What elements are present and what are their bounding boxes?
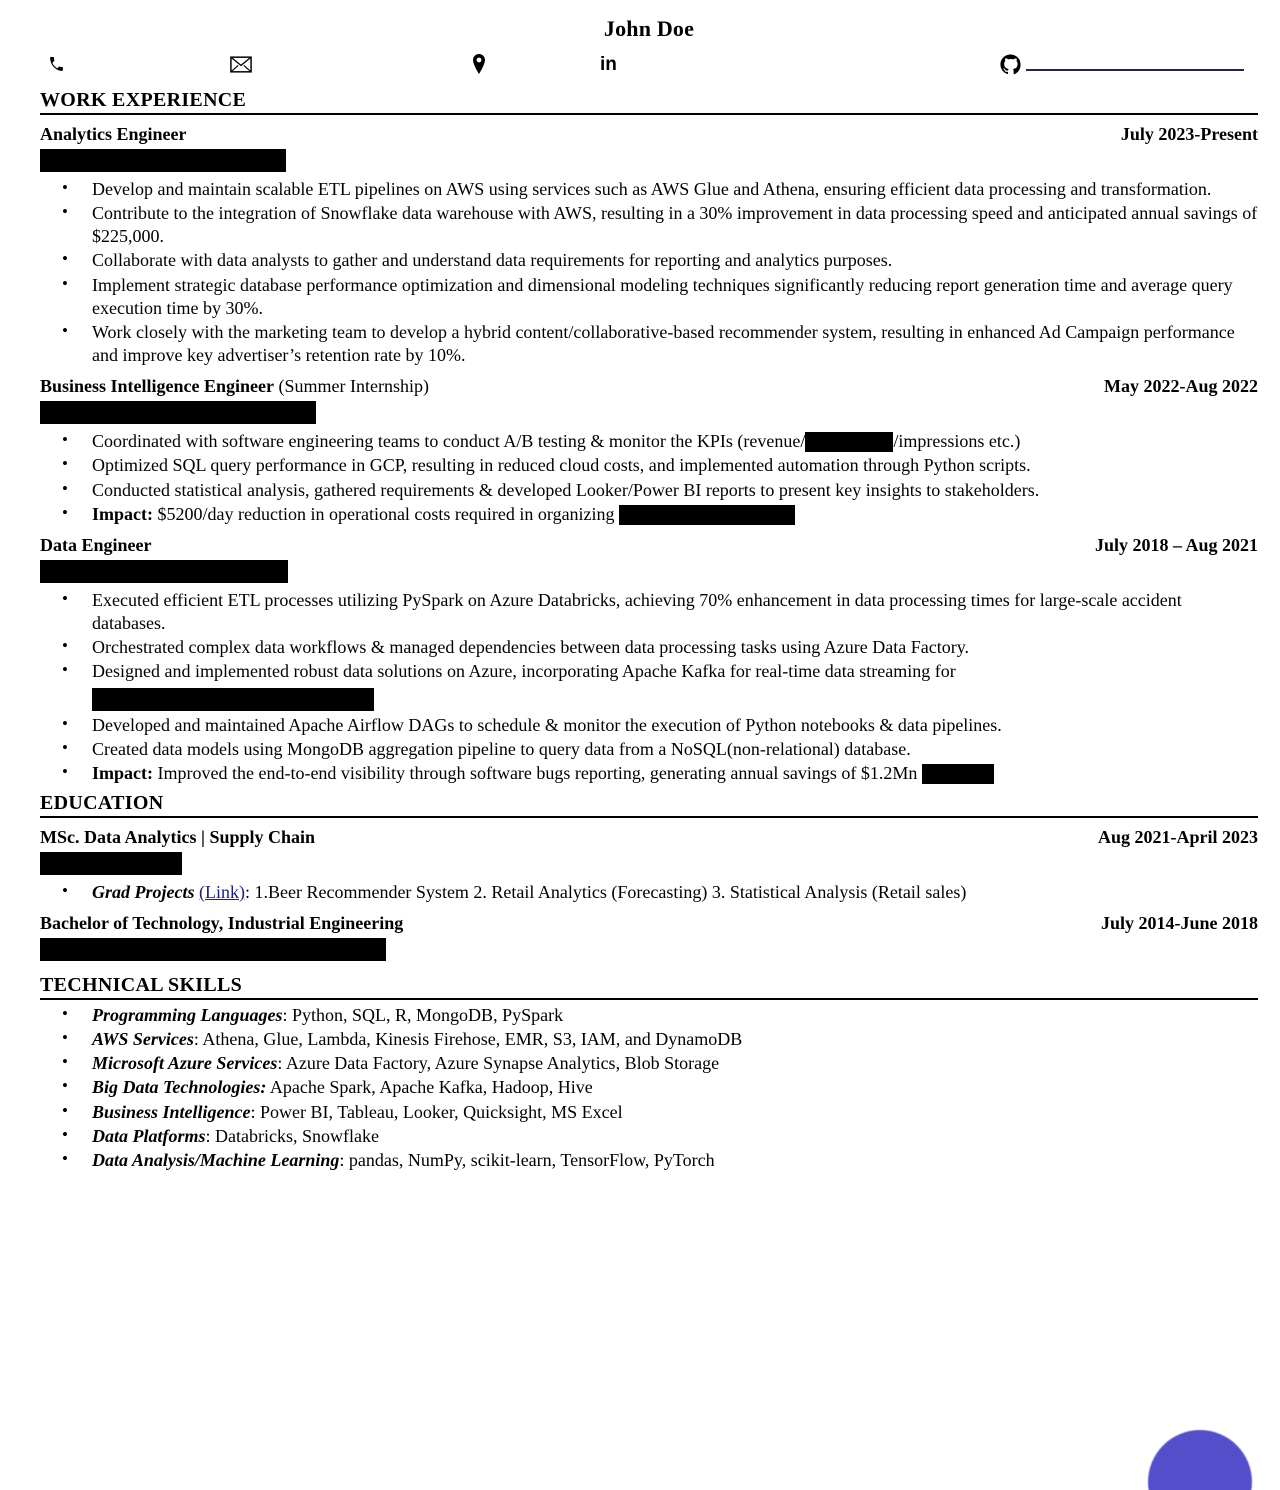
bullet-item: • Impact: $5200/day reduction in operational costs required in organizing: [40, 503, 1258, 526]
skill-item: • AWS Services: Athena, Glue, Lambda, Kinesis Firehose, EMR, S3, IAM, and DynamoDB: [40, 1028, 1258, 1051]
entry-dates: Aug 2021-April 2023: [1097, 827, 1258, 848]
entry-title: Data Engineer: [40, 535, 152, 555]
section-heading-work: WORK EXPERIENCE: [40, 89, 247, 111]
bullet-label: Impact:: [92, 503, 153, 524]
entry-title-suffix: (Summer Internship): [274, 376, 429, 397]
contact-location[interactable]: [472, 50, 490, 78]
redaction-bar: [40, 852, 182, 875]
section-rule-work: [40, 113, 1258, 115]
section-heading-skills: TECHNICAL SKILLS: [40, 973, 243, 996]
entry-header: [40, 376, 1258, 397]
redaction-bar: [40, 149, 286, 172]
skills-list: [40, 1004, 1258, 1173]
email-icon: [230, 56, 252, 73]
contact-row: [40, 50, 1258, 90]
skill-item: • Big Data Technologies: Apache Spark, Apache Kafka, Hadoop, Hive: [40, 1076, 1258, 1099]
entry-dates: July 2018 – Aug 2021: [1094, 535, 1258, 555]
skill-category: Data Platforms: [92, 1125, 206, 1146]
phone-icon: [48, 56, 65, 73]
skill-category: Microsoft Azure Services: [92, 1053, 278, 1074]
bullet-label: Grad Projects: [92, 881, 199, 902]
organization-redacted: [40, 397, 1258, 426]
skill-item: • Programming Languages: Python, SQL, R, MongoDB, PySpark: [40, 1004, 1258, 1027]
organization-redacted: [40, 934, 1258, 963]
bullet-item: • Created data models using MongoDB aggregation pipeline to query data from a NoSQL(non-relational) database.: [40, 738, 1258, 761]
bullet-label: Impact:: [92, 763, 153, 783]
section-heading-education: EDUCATION: [40, 792, 164, 815]
skill-category: Business Intelligence: [92, 1101, 251, 1122]
entry-title: Bachelor of Technology, Industrial Engineering: [40, 913, 404, 934]
entry-dates: July 2023-Present: [1120, 124, 1258, 144]
entry-bullets: [40, 430, 1258, 526]
linkedin-icon: in: [600, 53, 617, 75]
entry-title: MSc. Data Analytics | Supply Chain: [40, 827, 316, 848]
entry-header: [40, 124, 1258, 145]
section-rule-education: [40, 816, 1258, 818]
bullet-item: • Executed efficient ETL processes utilizing PySpark on Azure Databricks, achieving 70% enhancement in data processing times for large-scale accident databases.: [40, 589, 1258, 635]
entry-title: Analytics Engineer: [40, 124, 187, 144]
bullet-item: • Impact: Improved the end-to-end visibility through software bugs reporting, generating annual savings of $1.2Mn: [40, 762, 1258, 785]
project-link[interactable]: (Link): [199, 881, 245, 902]
organization-redacted: [40, 145, 1258, 174]
skill-category: Data Analysis/Machine Learning: [92, 1150, 340, 1171]
skill-category: Big Data Technologies:: [92, 1077, 267, 1098]
bullet-item: • Developed and maintained Apache Airflow DAGs to schedule & monitor the execution of Python notebooks & data pipelines.: [40, 714, 1258, 737]
bullet-item: • Grad Projects (Link): 1.Beer Recommender System 2. Retail Analytics (Forecasting) 3. Statistical Analysis (Retail sales): [40, 881, 1258, 904]
github-icon: [1000, 54, 1021, 75]
bullet-item: • Designed and implemented robust data solutions on Azure, incorporating Apache Kafka for real-time data streaming for: [40, 660, 1258, 712]
experience-entry: [40, 535, 1258, 785]
entry-dates: May 2022-Aug 2022: [1104, 376, 1258, 397]
bullet-item: • Contribute to the integration of Snowflake data warehouse with AWS, resulting in a 30% improvement in data processing speed and anticipated annual savings of $225,000.: [40, 202, 1258, 248]
entry-title: Business Intelligence Engineer (Summer Internship): [40, 376, 429, 397]
entry-bullets: [40, 881, 1258, 904]
redaction-bar: [40, 560, 288, 583]
contact-email[interactable]: [230, 50, 256, 78]
github-link[interactable]: [1026, 54, 1244, 71]
organization-redacted: [40, 556, 1258, 585]
experience-entry: [40, 376, 1258, 526]
bullet-item: • Implement strategic database performance optimization and dimensional modeling techniques significantly reducing report generation time and average query execution time by 30%.: [40, 274, 1258, 320]
skill-item: • Data Platforms: Databricks, Snowflake: [40, 1125, 1258, 1148]
skill-item: • Microsoft Azure Services: Azure Data Factory, Azure Synapse Analytics, Blob Storage: [40, 1052, 1258, 1075]
contact-github[interactable]: [1000, 50, 1244, 78]
bullet-item: • Collaborate with data analysts to gather and understand data requirements for reporting and analytics purposes.: [40, 249, 1258, 272]
skill-item: • Data Analysis/Machine Learning: pandas, NumPy, scikit-learn, TensorFlow, PyTorch: [40, 1149, 1258, 1172]
bullet-item: • Conducted statistical analysis, gathered requirements & developed Looker/Power BI reports to present key insights to stakeholders.: [40, 479, 1258, 502]
experience-entry: [40, 913, 1258, 963]
redaction-bar: [922, 764, 994, 784]
experience-entry: [40, 827, 1258, 904]
entry-dates: July 2014-June 2018: [1100, 913, 1258, 934]
location-icon: [472, 54, 486, 74]
work-entries: [40, 124, 1258, 785]
page-title: John Doe: [603, 16, 695, 41]
redaction-bar: [805, 432, 893, 452]
redaction-bar: [619, 505, 795, 525]
entry-header: [40, 913, 1258, 934]
entry-bullets: [40, 178, 1258, 368]
skill-category: Programming Languages: [92, 1004, 283, 1025]
experience-entry: [40, 124, 1258, 367]
redaction-bar: [40, 938, 386, 961]
contact-linkedin[interactable]: [600, 50, 621, 78]
contact-phone[interactable]: [48, 50, 69, 78]
organization-redacted: [40, 848, 1258, 877]
redaction-bar: [92, 688, 374, 711]
bullet-item: • Orchestrated complex data workflows & managed dependencies between data processing tasks using Azure Data Factory.: [40, 636, 1258, 659]
redaction-bar: [40, 401, 316, 424]
entry-bullets: [40, 589, 1258, 786]
education-entries: [40, 827, 1258, 963]
skill-item: • Business Intelligence: Power BI, Tableau, Looker, Quicksight, MS Excel: [40, 1101, 1258, 1124]
bullet-item: • Develop and maintain scalable ETL pipelines on AWS using services such as AWS Glue and Athena, ensuring efficient data processing and transformation.: [40, 178, 1258, 201]
entry-header: [40, 827, 1258, 848]
skill-category: AWS Services: [92, 1029, 194, 1050]
section-rule-skills: [40, 998, 1258, 1000]
bullet-item: • Optimized SQL query performance in GCP, resulting in reduced cloud costs, and implemented automation through Python scripts.: [40, 454, 1258, 477]
entry-header: [40, 535, 1258, 556]
bullet-item: • Work closely with the marketing team to develop a hybrid content/collaborative-based recommender system, resulting in enhanced Ad Campaign performance and improve key advertiser’s retention rate by 10%.: [40, 321, 1258, 367]
floating-accent-circle[interactable]: [1148, 1430, 1252, 1490]
bullet-item: • Coordinated with software engineering teams to conduct A/B testing & monitor the KPIs (revenue/ /impressions etc.): [40, 430, 1258, 453]
